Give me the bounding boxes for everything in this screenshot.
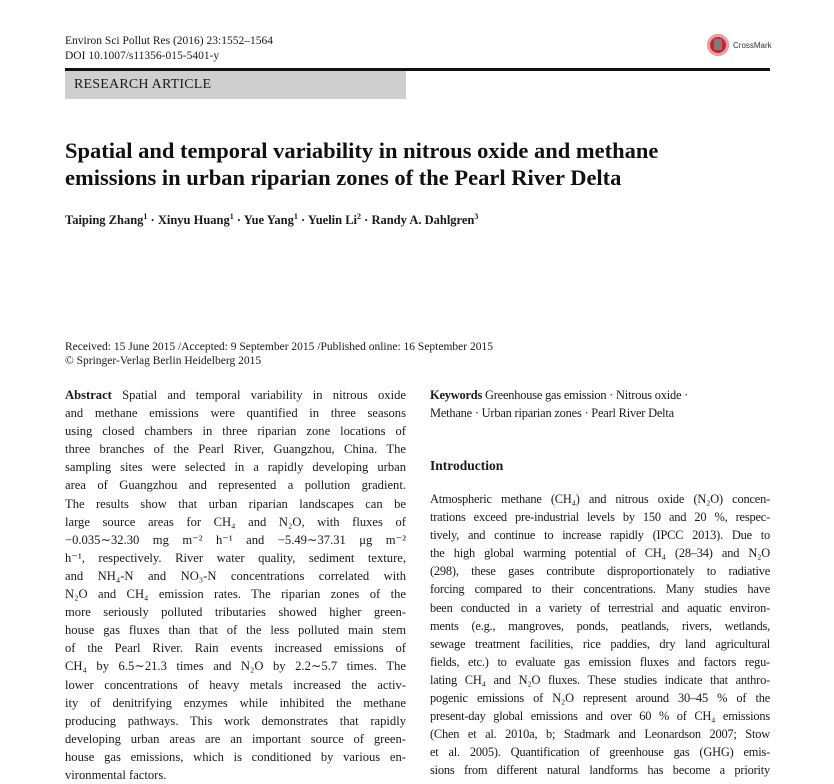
abstract-line: sampling sites were selected in a rapidly developing urban xyxy=(65,460,406,475)
abstract-line: three branches of the Pearl River, Guangzhou, China. The xyxy=(65,442,406,457)
abstract-line: h⁻¹, respectively. River water quality, sediment texture, xyxy=(65,550,406,565)
author-name[interactable]: Randy A. Dahlgren xyxy=(371,213,475,227)
title-line-2: emissions in urban riparian zones of the Pearl River Delta xyxy=(65,165,622,190)
author-name[interactable]: Xinyu Huang xyxy=(157,213,230,227)
introduction-line: tively, and continue to increase rapidly (IPCC 2013). Due to xyxy=(430,528,770,543)
introduction-line: lating CH₄ and N₂O fluxes. These studies indicate that anthro- xyxy=(430,672,770,687)
article-type-banner: RESEARCH ARTICLE xyxy=(65,71,406,99)
introduction-line: fields, etc.) to evaluate gas emission fluxes and factors regu- xyxy=(430,654,770,669)
article-title xyxy=(65,137,770,191)
keywords xyxy=(430,386,770,422)
journal-citation: Environ Sci Pollut Res (2016) 23:1552–1564 xyxy=(65,35,273,47)
abstract-line: and methane emissions were quantified in three seasons xyxy=(65,406,406,421)
keywords-line-2: Methane · Urban riparian zones · Pearl River Delta xyxy=(430,406,674,421)
introduction-line: Atmospheric methane (CH₄) and nitrous oxide (N₂O) concen- xyxy=(430,492,770,506)
author-affiliation: 1 xyxy=(143,211,148,221)
publication-dates: Received: 15 June 2015 /Accepted: 9 September 2015 /Published online: 16 September 2015 xyxy=(65,341,493,353)
abstract-line: lower concentrations of heavy metals increased the activ- xyxy=(65,677,406,692)
abstract-line: N₂O and CH₄ emission rates. The riparian zones of the xyxy=(65,587,406,602)
abstract-line: house gas emissions, which is conditioned by various en- xyxy=(65,749,406,764)
abstract-line: large source areas for CH₄ and N₂O, with fluxes of xyxy=(65,514,406,529)
copyright-notice: © Springer-Verlag Berlin Heidelberg 2015 xyxy=(65,355,262,367)
crossmark-label: CrossMark xyxy=(733,40,772,50)
author-name[interactable]: Taiping Zhang xyxy=(65,213,144,227)
abstract-line: developing urban areas are an important source of green- xyxy=(65,731,406,746)
abstract-line: ity of denitrifying enzymes while inhibited the methane xyxy=(65,695,406,710)
author-separator: · xyxy=(297,213,308,227)
doi[interactable]: DOI 10.1007/s11356-015-5401-y xyxy=(65,50,220,62)
author-name[interactable]: Yuelin Li xyxy=(307,213,358,227)
abstract xyxy=(65,386,406,784)
introduction-line: (Chen et al. 2010a, b; Stadmark and Leonardson 2007; Stow xyxy=(430,727,770,742)
author-name[interactable]: Yue Yang xyxy=(243,213,294,227)
abstract-line: vironmental factors. xyxy=(65,767,167,782)
author-affiliation: 3 xyxy=(474,211,479,221)
abstract-line: of the Pearl River. Rain events increased emissions of xyxy=(65,641,406,656)
abstract-line: house gas fluxes than that of the less polluted main stem xyxy=(65,623,406,638)
author-affiliation: 1 xyxy=(293,211,298,221)
author-affiliation: 2 xyxy=(357,211,362,221)
crossmark-badge[interactable] xyxy=(707,34,772,56)
abstract-line: −0.035∼32.30 mg m⁻² h⁻¹ and −5.49∼37.31 μg m⁻² xyxy=(65,532,406,547)
introduction-line: present-day global emissions and over 60 % of CH₄ emissions xyxy=(430,709,770,724)
introduction-line: forcing compared to their concentrations. Many studies have xyxy=(430,582,770,597)
introduction-body xyxy=(430,490,770,780)
introduction-line: been conducted in a variety of terrestrial and aquatic environ- xyxy=(430,600,770,615)
introduction-line: sions from different natural landforms has become a priority xyxy=(430,763,770,778)
introduction-line: the high global warming potential of CH₄ (28–34) and N₂O xyxy=(430,546,770,561)
abstract-line: CH₄ by 6.5∼21.3 times and N₂O by 2.2∼5.7 times. The xyxy=(65,659,406,674)
introduction-heading: Introduction xyxy=(430,458,504,473)
abstract-line: area of Guangzhou and represented a pollution gradient. xyxy=(65,478,406,493)
abstract-line: Abstract Spatial and temporal variability in nitrous oxide xyxy=(65,388,406,402)
introduction-line: et al. 2005). Quantification of greenhouse gas (GHG) emis- xyxy=(430,745,770,760)
keywords-label: Keywords xyxy=(430,388,483,402)
introduction-line: trations exceed pre-industrial levels by 150 and 20 %, respec- xyxy=(430,510,770,525)
introduction-line: (298), these gases contribute disproportionately to radiative xyxy=(430,564,770,579)
crossmark-icon xyxy=(707,34,729,56)
author-separator: · xyxy=(147,213,158,227)
abstract-line: producing pathways. This work demonstrates that rapidly xyxy=(65,713,406,728)
introduction-line: sewage treatment facilities, rice paddies, dry land agricultural xyxy=(430,636,770,651)
abstract-line: more seriously polluted tributaries showed higher green- xyxy=(65,605,406,620)
introduction-line: pogenic emissions of N₂O represent around 30–45 % of the xyxy=(430,691,770,706)
abstract-label: Abstract xyxy=(65,388,112,402)
introduction-line: ments (e.g., mangroves, ponds, peatlands, rivers, wetlands, xyxy=(430,618,770,633)
keywords-line-1: Keywords Greenhouse gas emission · Nitrous oxide · xyxy=(430,388,689,402)
author-affiliation: 1 xyxy=(229,211,234,221)
author-separator: · xyxy=(233,213,244,227)
abstract-line: The results show that urban riparian landscapes can be xyxy=(65,496,406,511)
abstract-line: using closed chambers in three riparian zone locations of xyxy=(65,424,406,439)
author-list xyxy=(65,213,478,228)
author-separator: · xyxy=(361,213,372,227)
abstract-line: and NH₄-N and NO₃-N concentrations correlated with xyxy=(65,568,406,583)
title-line-1: Spatial and temporal variability in nitrous oxide and methane xyxy=(65,138,659,163)
